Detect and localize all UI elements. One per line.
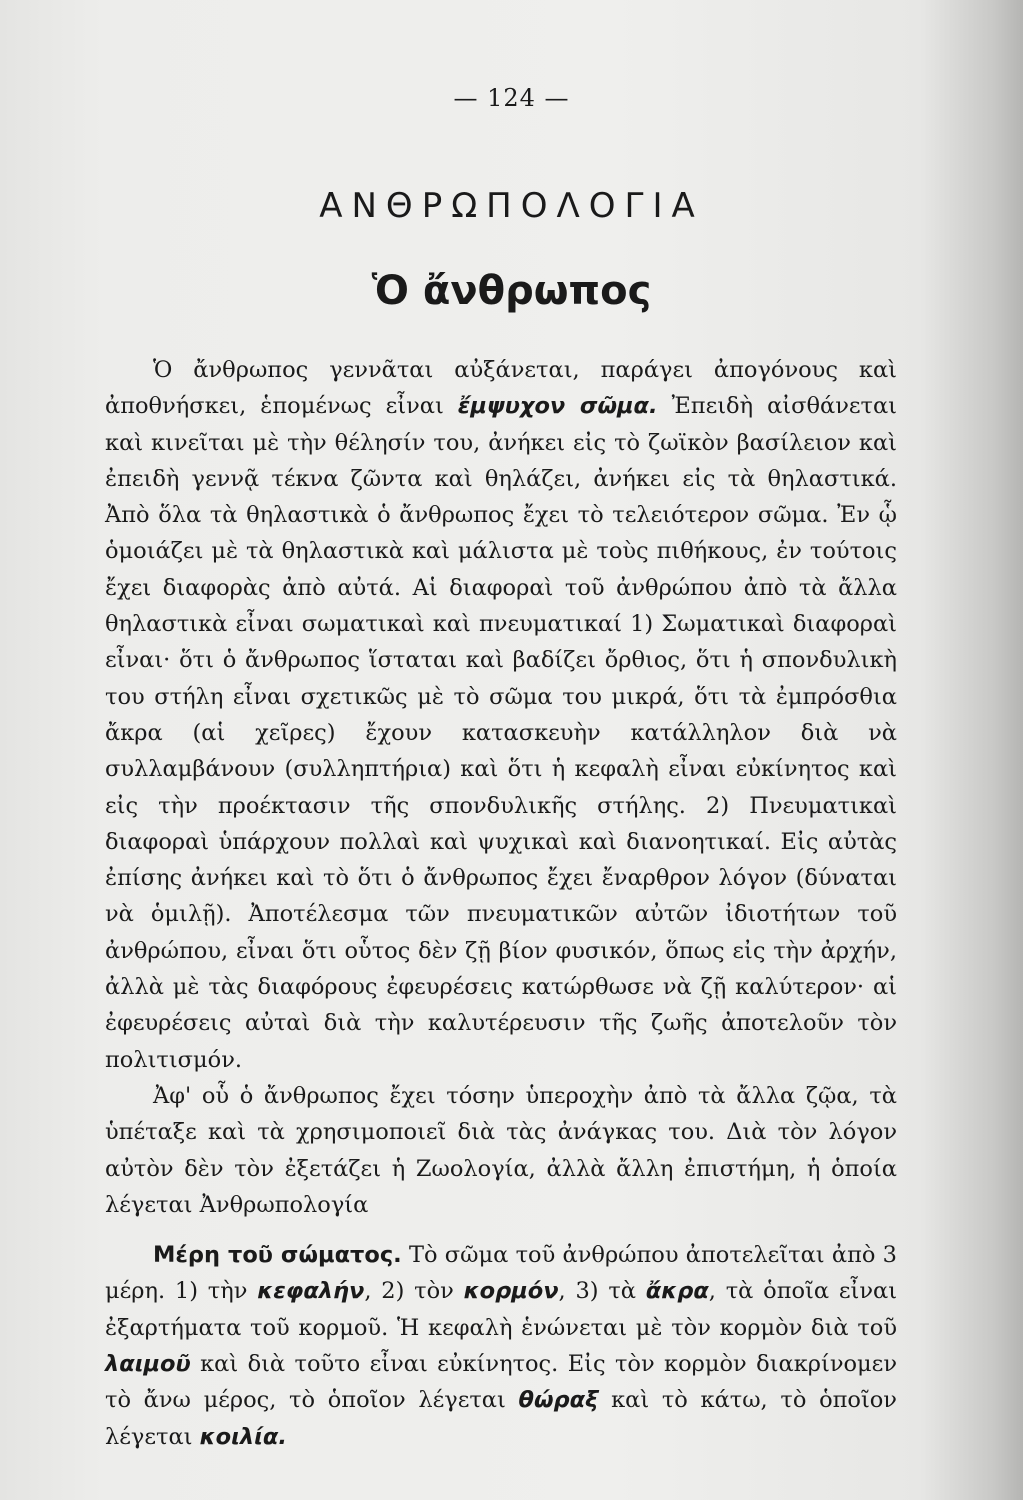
text-run: , 3) τὰ	[558, 1278, 646, 1305]
emphasis: θώραξ	[518, 1387, 599, 1414]
text-run: καὶ διὰ τοῦτο εἶναι εὐκίνητος. Εἰς τὸν κορμὸν διακρίνομεν τὸ ἄνω μέρος, τὸ ὁποῖον λέγεται	[105, 1351, 897, 1414]
text-run: , τὰ ὁποῖα εἶναι ἐξαρτήματα τοῦ κορμοῦ. Ἡ κεφαλὴ ἑνώνεται μὲ τὸν κορμὸν διὰ τοῦ	[105, 1278, 898, 1341]
paragraph-2: Ἀφ' οὗ ὁ ἄνθρωπος ἔχει τόσην ὑπεροχὴν ἀπὸ τὰ ἄλλα ζῷα, τὰ ὑπέταξε καὶ τὰ χρησιμοποιεῖ διὰ τὰς ἀνάγκας του. Διὰ τὸν λόγον αὐτὸν δὲν τὸν ἐξετάζει ἡ Ζωολογία, ἀλλὰ ἄλλη ἐπιστήμη, ἡ ὁποία λέγεται Ἀνθρωπολογία	[105, 1082, 897, 1218]
text-run: Τὸ σῶμα τοῦ ἀνθρώπου ἀποτελεῖται ἀπὸ 3 μέρη. 1) τὴν	[105, 1242, 897, 1305]
paragraph-1	[105, 352, 897, 1078]
emphasis: κορμόν	[463, 1278, 559, 1305]
text-run: , 2) τὸν	[364, 1278, 464, 1305]
chapter-title: ΑΝΘΡΩΠΟΛΟΓΙΑ	[319, 186, 704, 226]
emphasis: ἄκρα	[645, 1278, 709, 1305]
emphasis: ἔμψυχον σῶμα.	[457, 393, 658, 420]
section-subtitle: Ὁ ἄνθρωπος	[371, 268, 652, 314]
emphasis: κεφαλήν	[257, 1278, 365, 1305]
body-text	[105, 352, 897, 1455]
emphasis: κοιλία.	[199, 1423, 287, 1450]
text-run: Ἐπειδὴ αἰσθάνεται καὶ κινεῖται μὲ τὴν θέλησίν του, ἀνήκει εἰς τὸ ζωϊκὸν βασίλειον καὶ ἐπειδὴ γεννᾷ τέκνα ζῶντα καὶ θηλάζει, ἀνήκει εἰς τὰ θηλαστικά. Ἀπὸ ὅλα τὰ θηλαστικὰ ὁ ἄνθρωπος ἔχει τὸ τελειότερον σῶμα. Ἐν ᾧ ὁμοιάζει μὲ τὰ θηλαστικὰ καὶ μάλιστα μὲ τοὺς πιθήκους, ἐν τούτοις ἔχει διαφορὰς ἀπὸ αὐτά. Αἱ διαφοραὶ τοῦ ἀνθρώπου ἀπὸ τὰ ἄλλα θηλαστικὰ εἶναι σωματικαὶ καὶ πνευματικαί 1) Σωματικαὶ διαφοραὶ εἶναι· ὅτι ὁ ἄνθρωπος ἵσταται καὶ βαδίζει ὄρθιος, ὅτι ἡ σπονδυλικὴ του στήλη εἶναι σχετικῶς μὲ τὸ σῶμα του μικρά, ὅτι τὰ ἐμπρόσθια ἄκρα (αἱ χεῖρες) ἔχουν κατασκευὴν κατάλληλον διὰ νὰ συλλαμβάνουν (συλληπτήρια) καὶ ὅτι ἡ κεφαλὴ εἶναι εὐκίνητος καὶ εἰς τὴν προέκτασιν τῆς σπονδυλικῆς στήλης. 2) Πνευματικαὶ διαφοραὶ ὑπάρχουν πολλαὶ καὶ ψυχικαὶ καὶ διανοητικαί. Εἰς αὐτὰς ἐπίσης ἀνήκει καὶ τὸ ὅτι ὁ ἄνθρωπος ἔχει ἔναρθρον λόγον (δύναται νὰ ὁμιλῇ). Ἀποτέλεσμα τῶν πνευματικῶν αὐτῶν ἰδιοτήτων τοῦ ἀνθρώπου, εἶναι ὅτι οὗτος δὲν ζῇ βίον φυσικόν, ὅπως εἰς τὴν ἀρχήν, ἀλλὰ μὲ τὰς διαφόρους ἐφευρέσεις κατώρθωσε νὰ ζῇ καλύτερον· αἱ ἐφευρέσεις αὐταὶ διὰ τὴν καλυτέρευσιν τῆς ζωῆς ἀποτελοῦν τὸν πολιτισμόν.	[105, 393, 897, 1073]
text-run: Ὁ ἄνθρωπος γεννᾶται αὐξάνεται, παράγει ἀπογόνους καὶ ἀποθνήσκει, ἑπομένως εἶναι	[105, 357, 897, 420]
text-run: καὶ τὸ κάτω, τὸ ὁποῖον λέγεται	[105, 1387, 897, 1450]
page-number: — 124 —	[453, 84, 570, 112]
emphasis: λαιμοῦ	[105, 1351, 191, 1378]
inline-heading: Μέρη τοῦ σώματος.	[153, 1242, 402, 1269]
paragraph-3	[105, 1237, 897, 1455]
